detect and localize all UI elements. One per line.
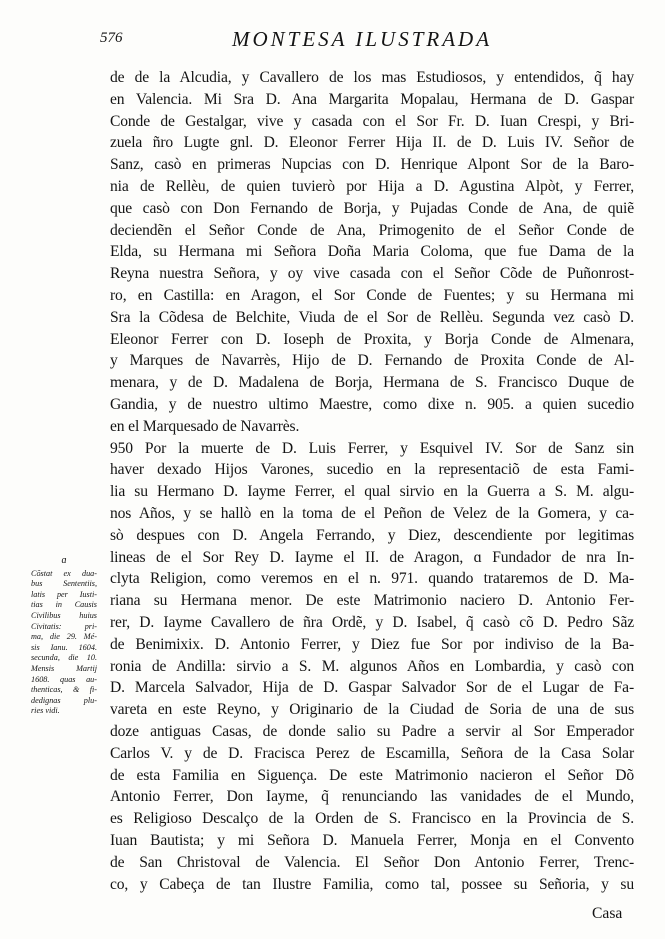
margin-note-line: Mensis Martij (31, 663, 97, 673)
text-line: Sanz, casò en primeras Nupcias con D. Henrique Alpont Sor de la Baro- (110, 156, 634, 174)
text-line: Eleonor Ferrer con D. Ioseph de Proxita, y Borja Conde de Almenara, (110, 330, 634, 348)
text-line: de de la Alcudia, y Cavallero de los mas Estudiosos, y entendidos, q̃ hay (110, 69, 634, 86)
text-line: rer, D. Iayme Cavallero de ñra Ordẽ, y D. Isabel, q̃ casò cõ D. Pedro Sãz (110, 614, 634, 631)
margin-note-line: Cõstat ex dua- (31, 568, 97, 578)
text-line: Elda, su Hermana mi Señora Doña Maria Coloma, que fue Dama de la (110, 243, 634, 261)
running-title: MONTESA ILUSTRADA (232, 27, 493, 51)
text-line: vareta en este Reyno, y Originario de la Ciudad de Soria de una de sus (110, 701, 634, 719)
text-line: sò despues con D. Angela Ferrando, y Diez, descendiente por legitimas (110, 526, 634, 544)
text-line: zuela ñro Lugte gnl. D. Eleonor Ferrer Hija II. de D. Luis IV. Señor de (110, 134, 634, 152)
text-line: nia de Rellèu, de quien tuvierò por Hija a D. Agustina Alpòt, y Ferrer, (110, 178, 634, 195)
paragraph-start-line: 950 Por la muerte de D. Luis Ferrer, y Esquivel IV. Sor de Sanz sin (110, 439, 634, 457)
text-line: lia su Hermano D. Iayme Ferrer, el qual sirvio en la Guerra a S. M. algu- (110, 483, 634, 501)
margin-note-line: dedignas plu- (31, 695, 97, 705)
margin-note-line: bus Sententiis, (31, 579, 97, 589)
catchword: Casa (592, 905, 623, 922)
text-line: Conde de Gestalgar, vive y casada con el Sor Fr. D. Iuan Crespi, y Bri- (110, 112, 634, 130)
text-line: es Religioso Descalço de la Orden de S. Francisco en la Provincia de S. (110, 810, 634, 828)
text-line: co, y Cabeça de tan Ilustre Familia, como tal, possee su Señoria, y su (110, 875, 634, 893)
margin-note-line: Civilibus huius (31, 610, 97, 620)
margin-note (31, 556, 97, 717)
text-line: Carlos V. y de D. Fracisca Perez de Escamilla, Señora de la Casa Solar (110, 744, 634, 762)
text-line: deciendẽn el Señor Conde de Ana, Primogenito de el Señor Conde de (110, 221, 634, 239)
text-line: D. Marcela Salvador, Hija de D. Gaspar Salvador Sor de el Lugar de Fa- (110, 679, 634, 697)
margin-note-line: latis per Iusti- (31, 589, 97, 599)
margin-note-line: 1608. quas au- (31, 674, 97, 684)
margin-note-line: Civitatis: pri- (31, 621, 97, 631)
page-number: 576 (100, 30, 123, 46)
text-line: clyta Religion, como veremos en el n. 971. quando trataremos de D. Ma- (110, 570, 634, 588)
margin-note-line: sis Ianu. 1604. (31, 642, 97, 652)
text-line: doze antiguas Casas, de donde salio su Padre a servir al Sor Emperador (110, 723, 634, 740)
text-line: Reyna nuestra Señora, y oy vive casada con el Señor Cõde de Puñonrost- (110, 265, 634, 283)
text-line: ronia de Andilla: sirvio a S. M. algunos Años en Lombardia, y casò con (110, 657, 634, 675)
text-line: lineas de el Sor Rey D. Iayme el II. de Aragon, ɑ Fundador de nra In- (110, 548, 634, 566)
text-line: de Benimixix. D. Antonio Ferrer, y Diez fue Sor por indiviso de la Ba- (110, 635, 634, 653)
text-line: en Valencia. Mi Sra D. Ana Margarita Mopalau, Hermana de D. Gaspar (110, 90, 634, 108)
text-line: nos Años, y se hallò en la toma de el Peñon de Velez de la Gomera, y ca- (110, 505, 634, 522)
text-line: riana su Hermana menor. De este Matrimonio naciero D. Antonio Fer- (110, 592, 634, 610)
text-line: de San Christoval de Valencia. El Señor Don Antonio Ferrer, Trenc- (110, 853, 634, 871)
margin-note-line: thenticas, & fi- (31, 685, 97, 695)
margin-note-line: secunda, die 10. (31, 653, 97, 663)
text-line: y Marques de Navarrès, Hijo de D. Fernando de Proxita Conde de Al- (110, 352, 634, 370)
text-line: en el Marquesado de Navarrès. (110, 417, 300, 435)
margin-note-line: ries vidi. (31, 706, 60, 716)
text-line: haver dexado Hijos Varones, sucedio en la representaciõ de esta Fami- (110, 461, 634, 479)
text-line: Gandia, y de nuestro ultimo Maestre, como dixe n. 905. a quien sucedio (110, 396, 634, 413)
text-line: ro, en Castilla: en Aragon, el Sor Conde de Fuentes; y su Hermana mi (110, 287, 634, 304)
text-line: de esta Familia en Siguença. De este Matrimonio nacieron el Señor Dõ (110, 766, 634, 784)
margin-note-marker: ɑ (61, 555, 67, 566)
text-line: que casò con Don Fernando de Borja, y Pujadas Conde de Ana, de quiẽ (110, 199, 634, 217)
text-line: Antonio Ferrer, Don Iayme, q̃ renunciando las vanidades de el Mundo, (110, 788, 634, 806)
margin-note-line: ma, die 29. Mé- (31, 632, 97, 642)
text-line: Sra la Cõdesa de Belchite, Viuda de el Sor de Rellèu. Segunda vez casò D. (110, 308, 634, 326)
margin-note-line: tias in Causis (31, 600, 97, 610)
text-line: menara, y de D. Madalena de Borja, Hermana de S. Francisco Duque de (110, 374, 634, 392)
text-line: Iuan Bautista; y mi Señora D. Manuela Ferrer, Monja en el Convento (110, 832, 634, 849)
